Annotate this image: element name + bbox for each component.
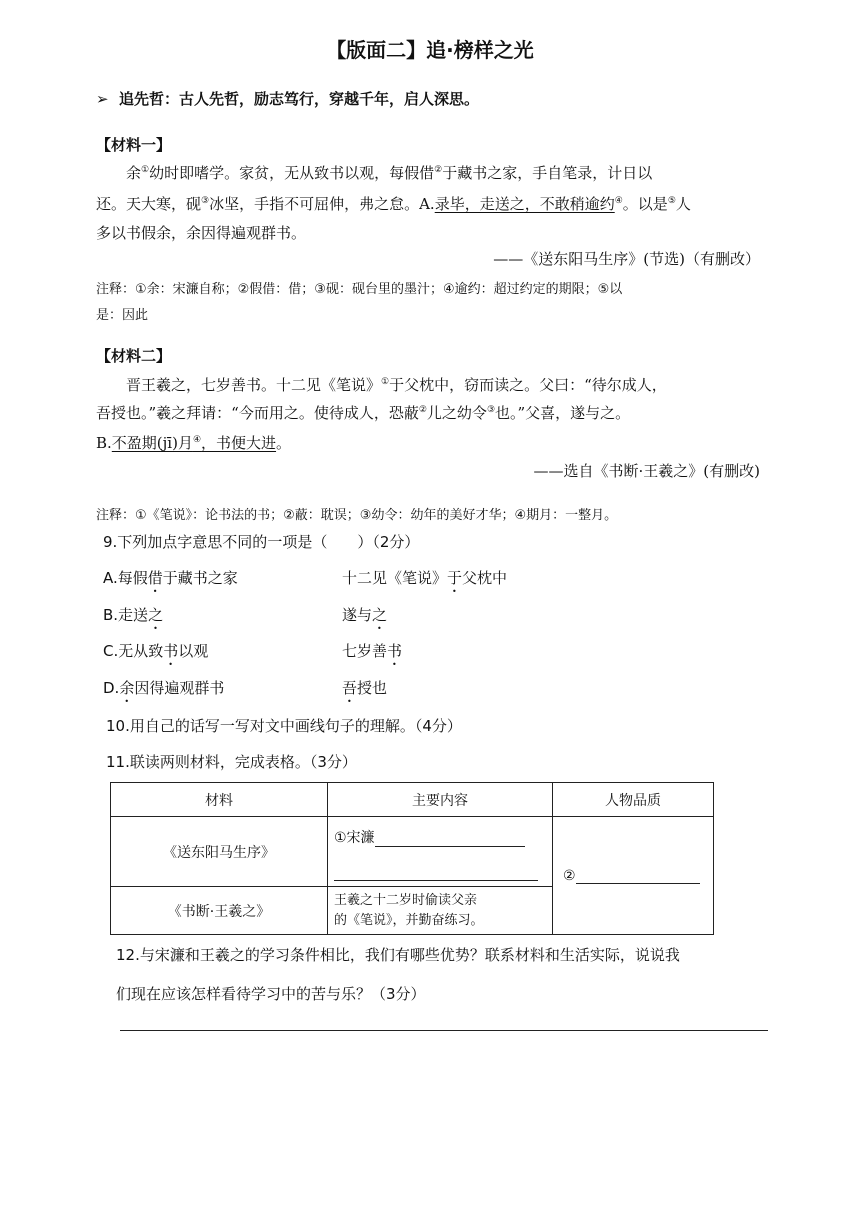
table-cell-material: 《书断·王羲之》 (111, 887, 328, 935)
q9-option-a-left: A.每假借于藏书之家 (103, 569, 238, 587)
q12-line1: 12.与宋濂和王羲之的学习条件相比，我们有哪些优势？联系材料和生活实际，说说我 (116, 946, 680, 964)
material1-source: ——《送东阳马生序》(节选)（有删改） (493, 250, 760, 268)
q9-option-c-right: 七岁善书 (342, 642, 403, 660)
material1-line1: 余①幼时即嗜学。家贫，无从致书以观，每假借②于藏书之家，手自笔录，计日以 (126, 164, 653, 182)
material1-line2: 还。天大寒，砚③冰坚，手指不可屈伸，弗之怠。A.录毕，走送之，不敢稍逾约④。以是⑤人 (96, 195, 691, 213)
q9-option-d-right: 吾授也 (342, 679, 388, 697)
material2-heading: 【材料二】 (96, 347, 172, 365)
material2-note: 注释：①《笔说》：论书法的书；②蔽：耽误；③幼令：幼年的美好才华；④期月：一整月。 (96, 508, 618, 523)
table-cell-material: 《送东阳马生序》 (111, 817, 328, 887)
underlined-sentence-b: 不盈期(jī)月④，书便大进 (111, 434, 277, 452)
material1-note-line1: 注释：①余：宋濂自称；②假借：借；③砚：砚台里的墨汁；④逾约：超过约定的期限；⑤以 (96, 282, 623, 297)
fill-blank-line[interactable] (375, 846, 525, 847)
q9-option-c-left: C.无从致书以观 (103, 642, 209, 660)
q12-line2: 们现在应该怎样看待学习中的苦与乐？（3分） (116, 985, 426, 1003)
fill-blank-line[interactable] (576, 883, 700, 884)
intro-text: 追先哲：古人先哲，励志笃行，穿越千年，启人深思。 (119, 90, 480, 108)
material2-line1: 晋王羲之，七岁善书。十二见《笔说》①于父枕中，窃而读之。父曰：“待尔成人， (126, 376, 667, 394)
page-title: 【版面二】追·榜样之光 (326, 38, 534, 62)
q9-option-d-left: D.余因得遍观群书 (103, 679, 225, 697)
table-header-row (111, 783, 714, 817)
underlined-sentence-a: 录毕，走送之，不敢稍逾约 (434, 195, 615, 213)
q9-option-b-right: 遂与之 (342, 606, 388, 624)
table-header-content: 主要内容 (328, 783, 553, 817)
q11-table (110, 782, 714, 935)
material1-heading: 【材料一】 (96, 136, 172, 154)
answer-line[interactable] (120, 1030, 768, 1031)
q9-option-a-right: 十二见《笔说》于父枕中 (342, 569, 508, 587)
material1-note-line2: 是：因此 (96, 308, 149, 323)
table-cell-content-fill: ①宋濂 (328, 817, 553, 887)
q10-stem: 10.用自己的话写一写对文中画线句子的理解。（4分） (106, 717, 462, 735)
material2-line3: B.不盈期(jī)月④，书便大进。 (96, 434, 292, 452)
q11-stem: 11.联读两则材料，完成表格。（3分） (106, 753, 357, 771)
q9-option-b-left: B.走送之 (103, 606, 164, 624)
fill-blank-line[interactable] (334, 880, 538, 881)
q9-stem: 9.下列加点字意思不同的一项是（ ）（2分） (103, 533, 420, 551)
material2-source: ——选自《书断·王羲之》(有删改) (533, 462, 760, 480)
table-cell-content: 王羲之十二岁时偷读父亲 的《笔说》，并勤奋练习。 (328, 887, 553, 935)
bullet-icon: ➢ (96, 90, 109, 108)
table-cell-quality: ② (553, 817, 714, 935)
table-row (111, 817, 714, 887)
intro-line (96, 88, 479, 109)
material2-line2: 吾授也。”羲之拜请：“今而用之。使待成人，恐蔽②儿之幼令③也。”父喜，遂与之。 (96, 404, 631, 422)
table-header-quality: 人物品质 (553, 783, 714, 817)
table-header-material: 材料 (111, 783, 328, 817)
material1-line3: 多以书假余，余因得遍观群书。 (96, 224, 307, 242)
